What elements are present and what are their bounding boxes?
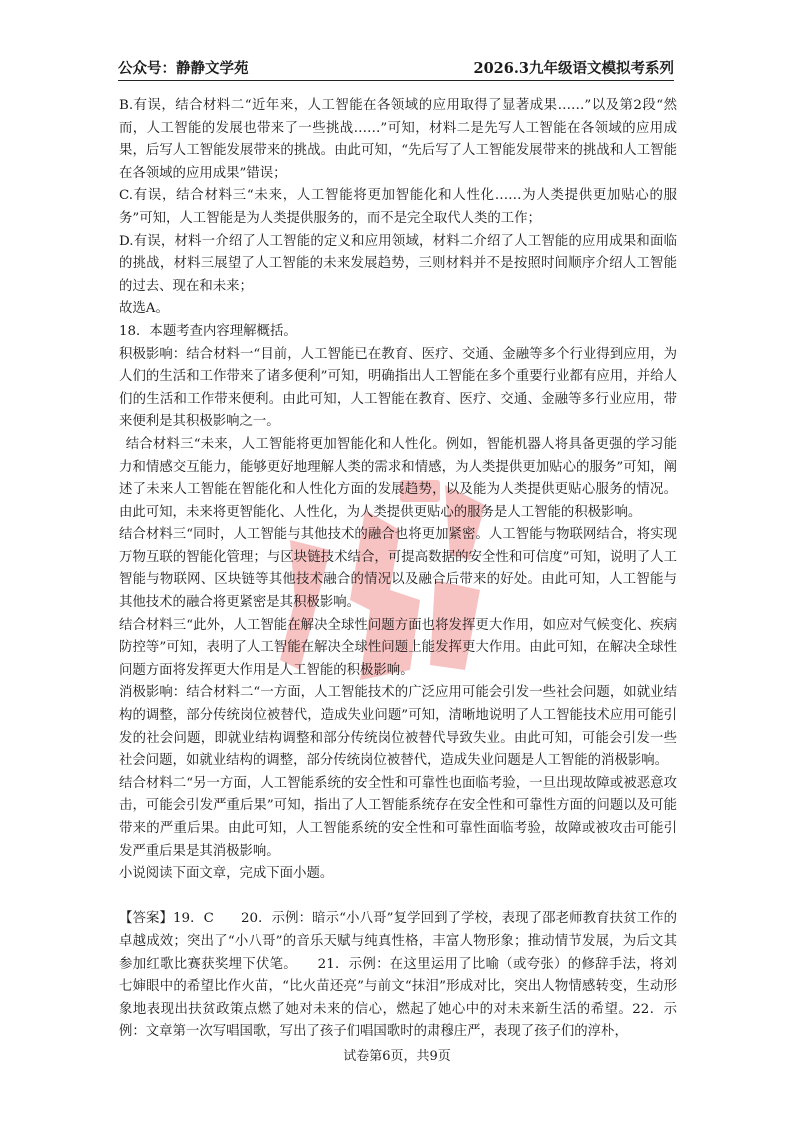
answer-paragraph-c: C.有误，结合材料三“未来，人工智能将更加智能化和人性化……为人类提供更加贴心的服务”可知，人工智能是为人类提供服务的，而不是完全取代人类的工作； — [119, 188, 677, 226]
novel-section-title: 小说阅读下面文章，完成下面小题。 — [119, 866, 334, 882]
negative-impact-2: 结合材料二“另一方面，人工智能系统的安全性和可靠性也面临考验，一旦出现故障或被恶意攻击，可能会引发严重后果”可知，指出了人工智能系统存在安全性和可靠性方面的问题以及可能带来的严重后果。由此可知，人工智能系统的安全性和可靠性面临考验，故障或被攻击可能引发严重后果是其消极影响。 — [119, 775, 677, 859]
page-footer: 试卷第6页，共9页 — [343, 1049, 451, 1064]
question-18-title: 18．本题考查内容理解概括。 — [119, 323, 297, 339]
negative-impact-1: 消极影响：结合材料二“一方面，人工智能技术的广泛应用可能会引发一些社会问题，如就业结构的调整，部分传统岗位被替代，造成失业问题”可知，清晰地说明了人工智能技术应用可能引发的社会问题，即就业结构调整和部分传统岗位被替代导致失业。由此可知，可能会引发一些社会问题，如就业结构的调整，部分传统岗位被替代，造成失业问题是人工智能的消极影响。 — [119, 685, 677, 769]
answer-content — [119, 95, 677, 1044]
header-left: 公众号：静静文学苑 — [118, 60, 249, 77]
positive-impact-4: 结合材料三“此外，人工智能在解决全球性问题方面也将发挥更大作用，如应对气候变化、疾病防控等”可知，表明了人工智能在解决全球性问题上能发挥更大作用。由此可知，在解决全球性问题方面将发挥更大作用是人工智能的积极影响。 — [119, 617, 677, 678]
answer-19-22: 【答案】19．C 20．示例：暗示“小八哥”复学回到了学校，表现了邵老师教育扶贫工作的卓越成效；突出了“小八哥”的音乐天赋与纯真性格，丰富人物形象；推动情节发展，为后文其参加红歌比赛获奖埋下伏笔。 21．示例：在这里运用了比喻（或夸张）的修辞手法，将刘七婶眼中的希望比作火苗，“比火苗还亮”与前文“抹泪”形成对比，突出人物情感转变，生动形象地表现出扶贫政策点燃了她对未来的信心，燃起了她心中的对未来新生活的希望。22．示例：文章第一次写唱国歌，写出了孩子们唱国歌时的肃穆庄严，表现了孩子们的淳朴， — [119, 911, 677, 1040]
answer-paragraph-d: D.有误，材料一介绍了人工智能的定义和应用领域，材料二介绍了人工智能的应用成果和面临的挑战，材料三展望了人工智能的未来发展趋势，三则材料并不是按照时间顺序介绍人工智能的过去、现在和未来； — [119, 233, 677, 294]
answer-choice: 故选A。 — [119, 301, 169, 317]
header-right: 2026.3九年级语文模拟考系列 — [473, 60, 674, 77]
positive-impact-2: 结合材料三“未来，人工智能将更加智能化和人性化。例如，智能机器人将具备更强的学习能力和情感交互能力，能够更好地理解人类的需求和情感，为人类提供更加贴心的服务”可知，阐述了未来人工智能在智能化和人性化方面的发展趋势，以及能为人类提供更贴心服务的情况。由此可知，未来将更智能化、人性化，为人类提供更贴心的服务是人工智能的积极影响。 — [119, 436, 677, 520]
answer-paragraph-b: B.有误，结合材料二“近年来，人工智能在各领域的应用取得了显著成果……”以及第2段“然而，人工智能的发展也带来了一些挑战……”可知，材料二是先写人工智能在各领域的应用成果，后写人工智能发展带来的挑战。由此可知，“先后写了人工智能发展带来的挑战和人工智能在各领域的应用成果”错误； — [119, 98, 677, 181]
page-header — [118, 60, 674, 81]
positive-impact-1: 积极影响：结合材料一“目前，人工智能已在教育、医疗、交通、金融等多个行业得到应用，为人们的生活和工作带来了诸多便利”可知，明确指出人工智能在多个重要行业都有应用，并给人们的生活和工作带来便利。由此可知，人工智能在教育、医疗、交通、金融等多行业应用，带来便利是其积极影响之一。 — [119, 346, 677, 430]
positive-impact-3: 结合材料三“同时，人工智能与其他技术的融合也将更加紧密。人工智能与物联网结合，将实现万物互联的智能化管理；与区块链技术结合，可提高数据的安全性和可信度”可知，说明了人工智能与物联网、区块链等其他技术融合的情况以及融合后带来的好处。由此可知，人工智能与其他技术的融合将更紧密是其积极影响。 — [119, 527, 677, 611]
